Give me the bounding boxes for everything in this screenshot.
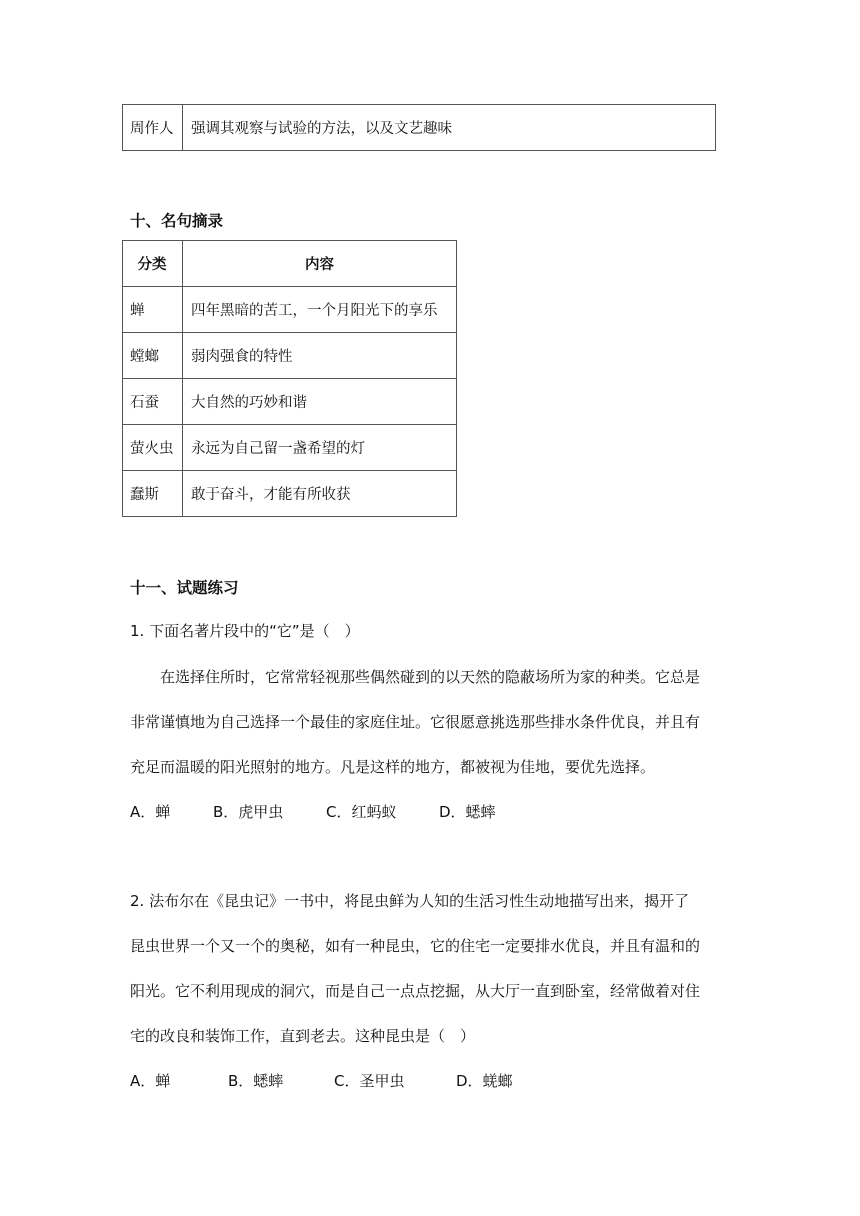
- category-cell: 萤火虫: [123, 425, 183, 471]
- question-2-line: 昆虫世界一个又一个的奥秘，如有一种昆虫，它的住宅一定要排水优良，并且有温和的: [130, 937, 701, 955]
- question-2-line: 宅的改良和装饰工作，直到老去。这种昆虫是（ ）: [130, 1027, 476, 1045]
- column-header-category: 分类: [123, 241, 183, 287]
- category-cell: 蝉: [123, 287, 183, 333]
- section-heading-exercises: 十一、试题练习: [130, 579, 239, 597]
- question-2-line: 2. 法布尔在《昆虫记》一书中，将昆虫鲜为人知的生活习性生动地描写出来，揭开了: [130, 892, 690, 910]
- content-cell: 四年黑暗的苦工，一个月阳光下的享乐: [183, 287, 457, 333]
- option-d: D．蟋蟀: [439, 803, 496, 821]
- content-cell: 敢于奋斗，才能有所收获: [183, 471, 457, 517]
- question-1-passage-line: 充足而温暖的阳光照射的地方。凡是这样的地方，都被视为佳地，要优先选择。: [130, 758, 656, 776]
- comment-cell: 强调其观察与试验的方法，以及文艺趣味: [183, 105, 716, 151]
- table-row: [123, 379, 457, 425]
- table-row: [123, 425, 457, 471]
- content-cell: 大自然的巧妙和谐: [183, 379, 457, 425]
- option-a: A．蝉: [130, 803, 171, 821]
- option-a: A．蝉: [130, 1072, 171, 1090]
- question-1-passage-line: 非常谨慎地为自己选择一个最佳的家庭住址。它很愿意挑选那些排水条件优良，并且有: [130, 713, 701, 731]
- column-header-content: 内容: [183, 241, 457, 287]
- content-cell: 弱肉强食的特性: [183, 333, 457, 379]
- table-row: [123, 105, 716, 151]
- option-d: D．蜣螂: [456, 1072, 513, 1090]
- table-row: [123, 471, 457, 517]
- content-cell: 永远为自己留一盏希望的灯: [183, 425, 457, 471]
- category-cell: 螳螂: [123, 333, 183, 379]
- section-heading-quotes: 十、名句摘录: [130, 212, 224, 230]
- question-1-passage-line: 在选择住所时，它常常轻视那些偶然碰到的以天然的隐蔽场所为家的种类。它总是: [130, 668, 701, 686]
- option-c: C．红蚂蚁: [326, 803, 397, 821]
- author-cell: 周作人: [123, 105, 183, 151]
- category-cell: 石蚕: [123, 379, 183, 425]
- category-cell: 蠢斯: [123, 471, 183, 517]
- quote-table: [122, 240, 457, 517]
- table-row: [123, 333, 457, 379]
- option-b: B．蟋蟀: [228, 1072, 284, 1090]
- author-comment-table: [122, 104, 716, 151]
- option-b: B．虎甲虫: [213, 803, 284, 821]
- question-1-stem: 1. 下面名著片段中的“它”是（ ）: [130, 622, 360, 640]
- option-c: C．圣甲虫: [334, 1072, 405, 1090]
- table-row: [123, 287, 457, 333]
- table-header-row: [123, 241, 457, 287]
- question-2-line: 阳光。它不利用现成的洞穴，而是自己一点点挖掘，从大厅一直到卧室，经常做着对住: [130, 982, 701, 1000]
